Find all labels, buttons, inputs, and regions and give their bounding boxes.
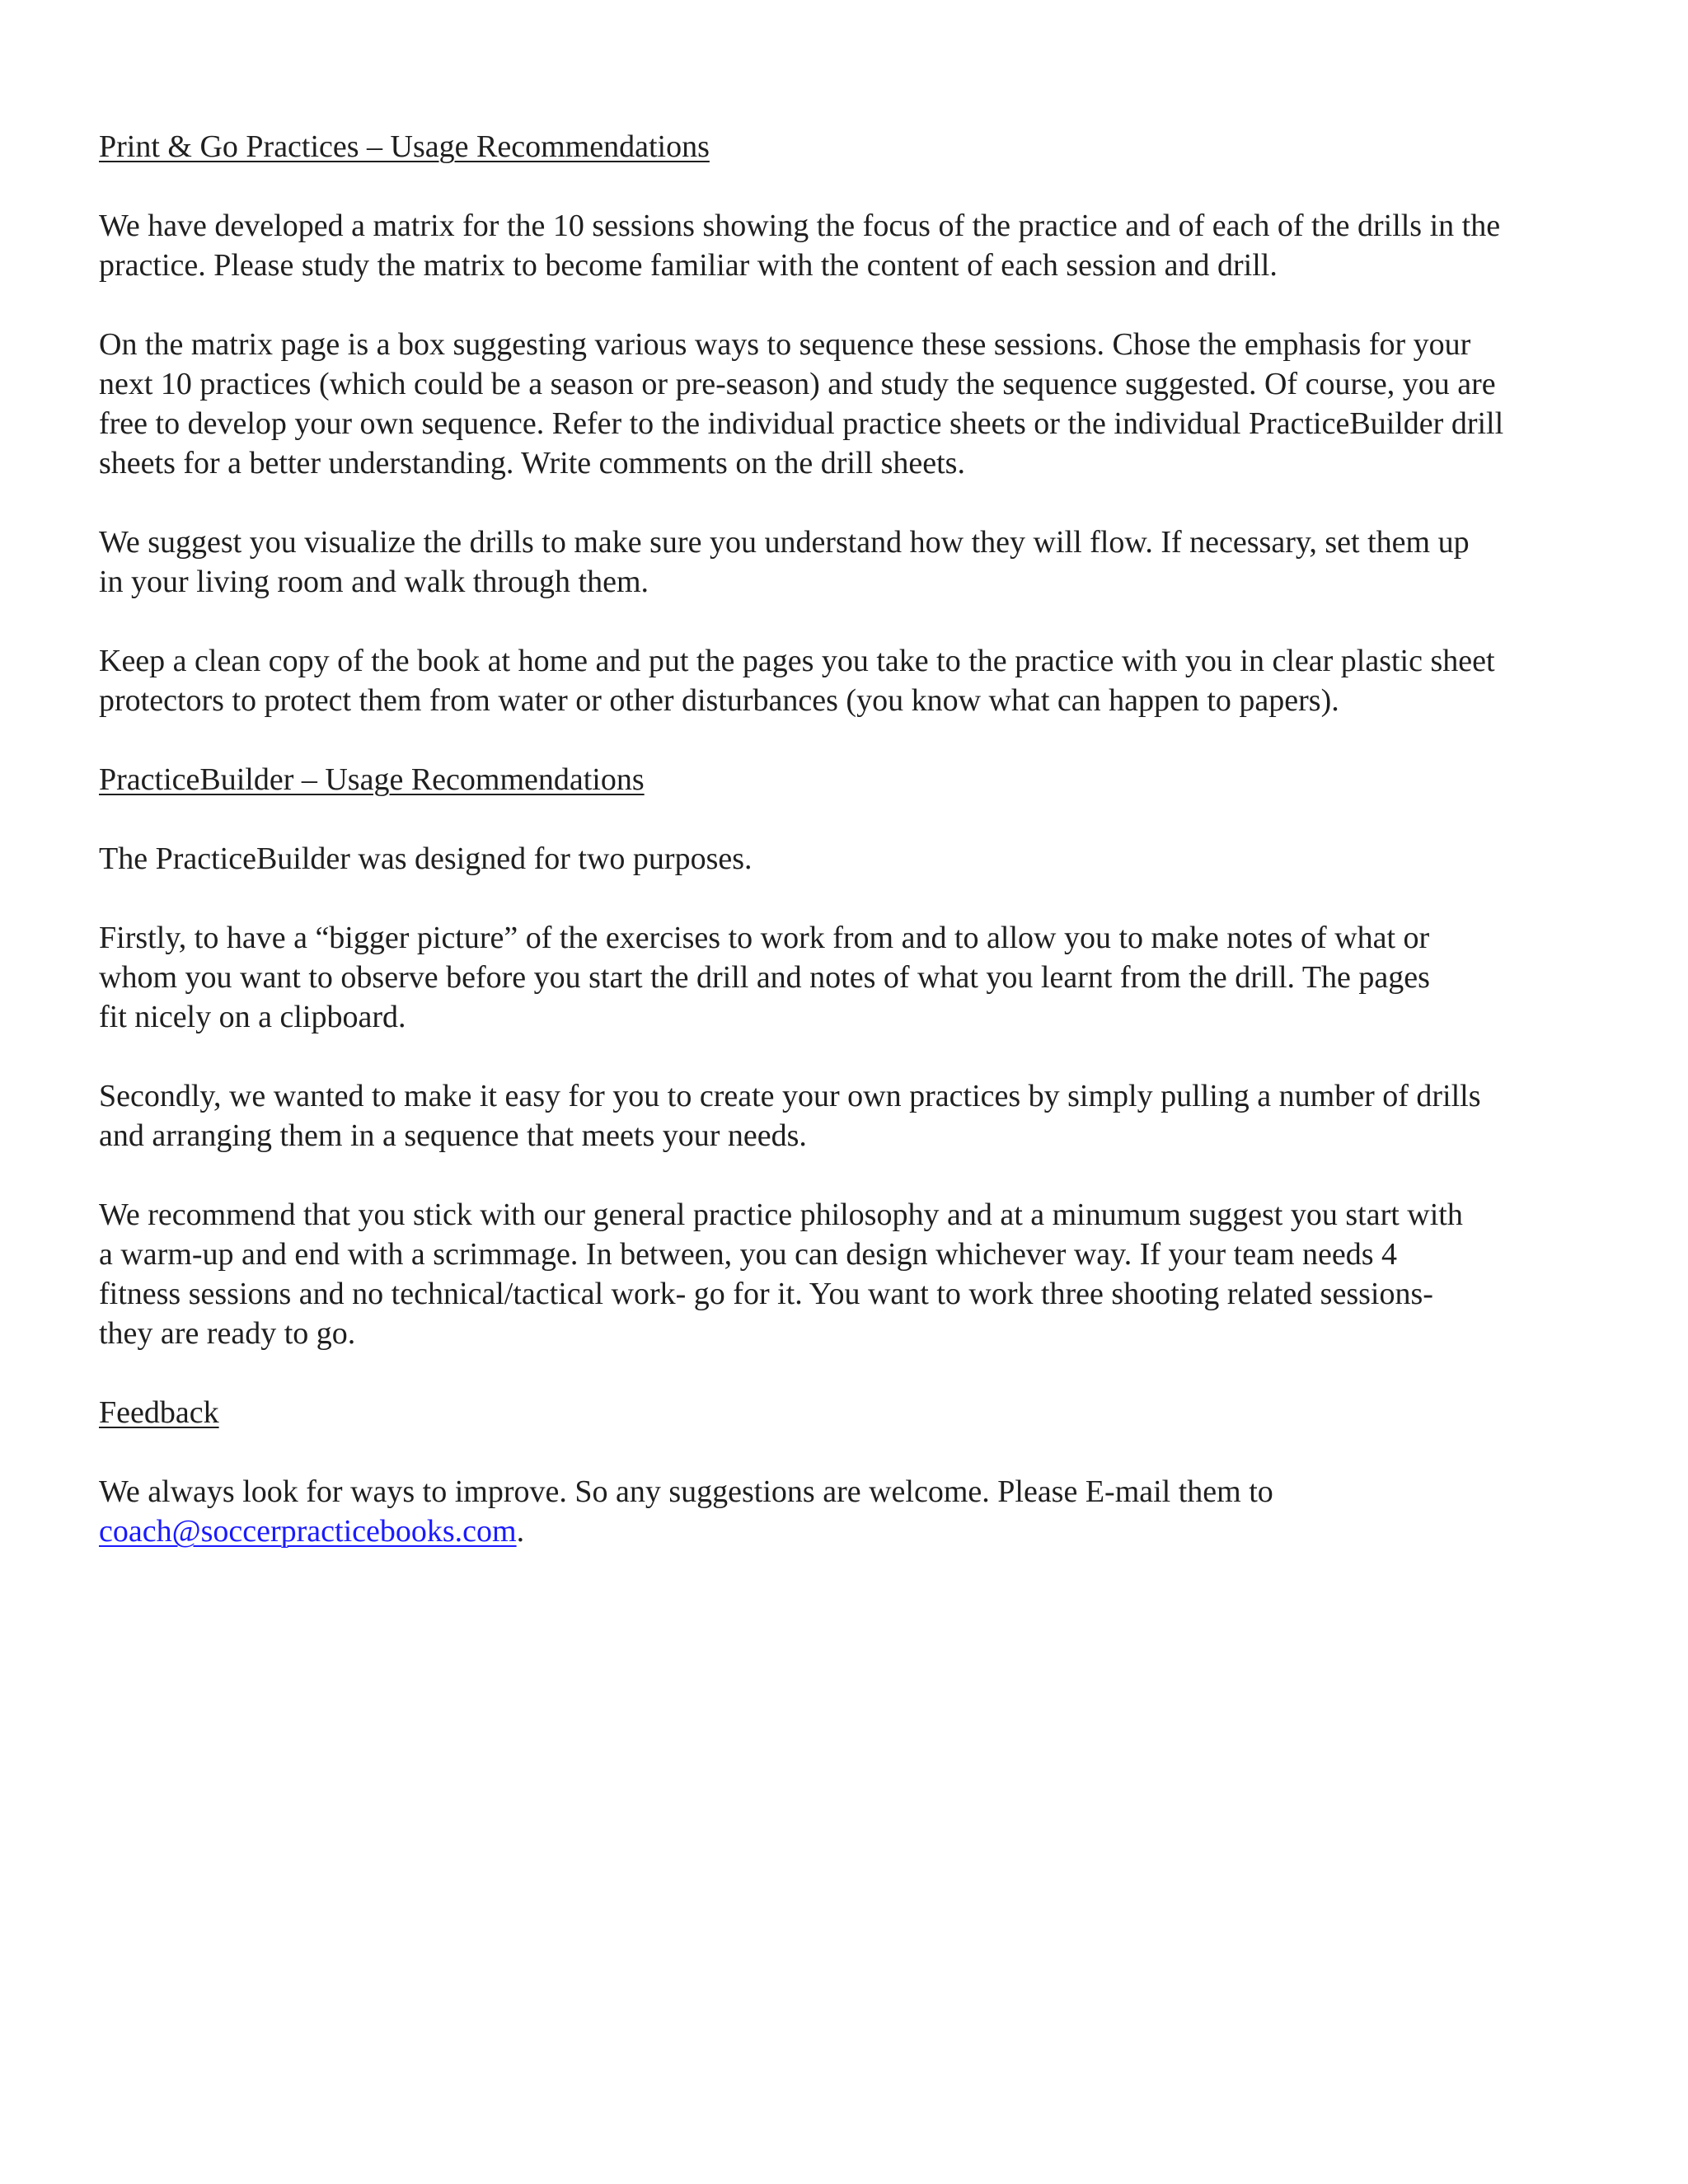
section-heading-feedback: Feedback xyxy=(99,1395,219,1430)
section-heading-print-go: Print & Go Practices – Usage Recommendations xyxy=(99,129,710,164)
paragraph-secondly: Secondly, we wanted to make it easy for you to create your own practices by simply pulling a number of drills and arranging them in a sequence that meets your needs. xyxy=(99,1079,1481,1153)
paragraph-sequence: On the matrix page is a box suggesting various ways to sequence these sessions. Chose the emphasis for your next 10 practices (which could be a season or pre-season) and study the sequence suggested. Of course, you are free to develop your own sequence. Refer to the individual practice sheets or the individual PracticeBuilder drill sheets for a better understanding. Write comments on the drill sheets. xyxy=(99,327,1504,480)
paragraph-purposes: The PracticeBuilder was designed for two purposes. xyxy=(99,841,753,876)
paragraph-visualize: We suggest you visualize the drills to make sure you understand how they will flow. If necessary, set them up in your living room and walk through them. xyxy=(99,525,1470,599)
feedback-text: We always look for ways to improve. So any suggestions are welcome. Please E-mail them to xyxy=(99,1474,1273,1509)
paragraph-firstly: Firstly, to have a “bigger picture” of the exercises to work from and to allow you to make notes of what or whom you want to observe before you start the drill and notes of what you learnt from the drill. The pages fit nicely on a clipboard. xyxy=(99,921,1430,1034)
paragraph-feedback xyxy=(99,1472,1582,1551)
paragraph-matrix: We have developed a matrix for the 10 sessions showing the focus of the practice and of each of the drills in the practice. Please study the matrix to become familiar with the content of each session and drill. xyxy=(99,209,1501,283)
email-link[interactable]: coach@soccerpracticebooks.com xyxy=(99,1514,517,1549)
document-page xyxy=(99,127,1582,1591)
section-heading-practicebuilder: PracticeBuilder – Usage Recommendations xyxy=(99,762,645,797)
paragraph-recommend: We recommend that you stick with our general practice philosophy and at a minumum suggest you start with a warm-up and end with a scrimmage. In between, you can design whichever way. If your team needs 4 fitness sessions and no technical/tactical work- go for it. You want to work three shooting related sessions- they are ready to go. xyxy=(99,1197,1463,1351)
feedback-period: . xyxy=(516,1514,525,1549)
paragraph-clean-copy: Keep a clean copy of the book at home and put the pages you take to the practice with you in clear plastic sheet protectors to protect them from water or other disturbances (you know what can happen to papers). xyxy=(99,644,1495,718)
